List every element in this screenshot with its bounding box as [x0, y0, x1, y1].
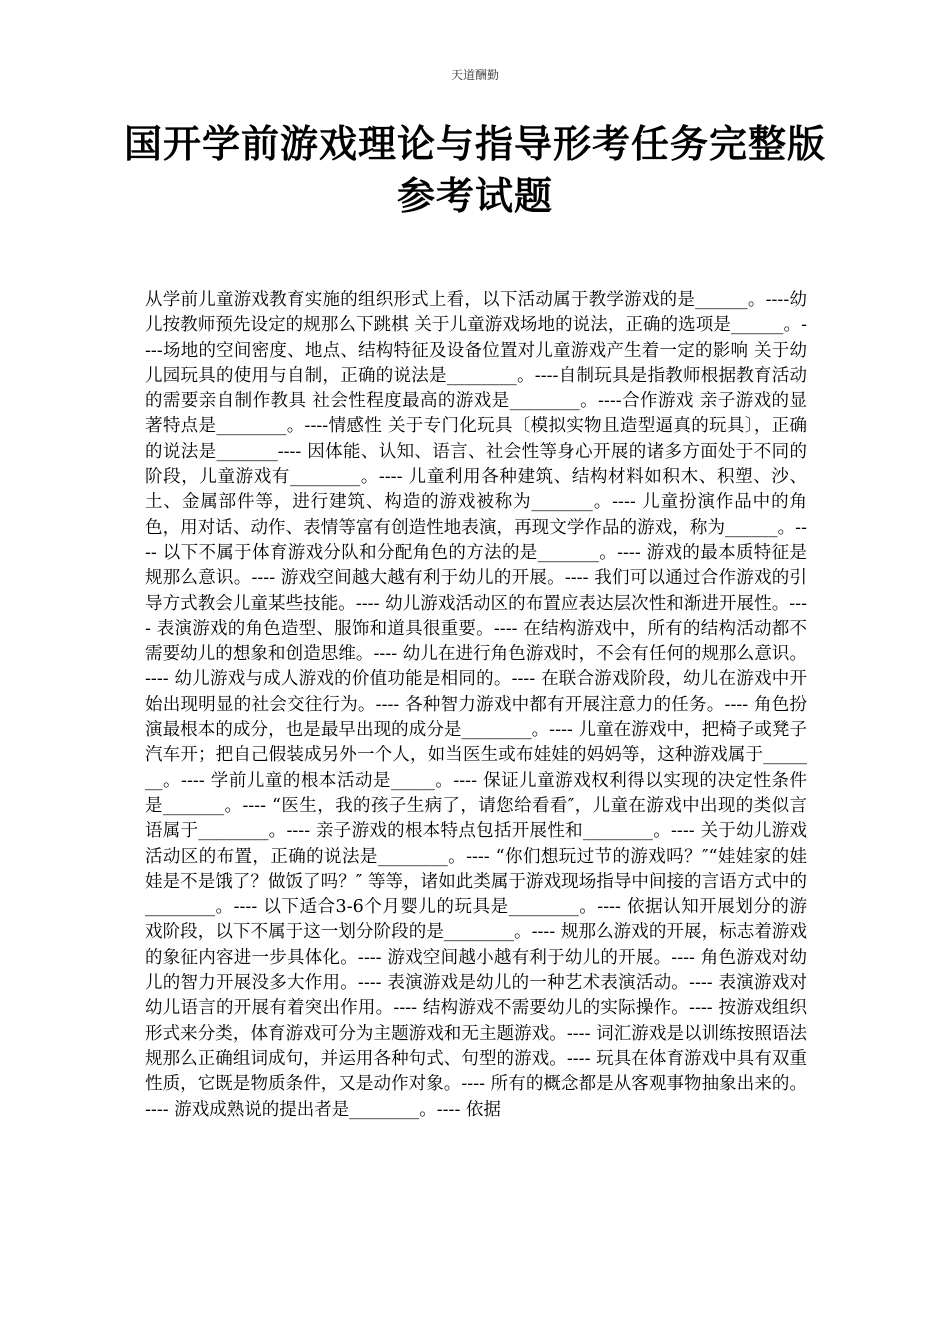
document-title: 国开学前游戏理论与指导形考任务完整版参考试题 [123, 121, 826, 218]
document-body-paragraph: 从学前儿童游戏教育实施的组织形式上看，以下活动属于教学游戏的是______。----幼儿按教师预先设定的规那么下跳棋 关于儿童游戏场地的说法，正确的选项是______。----场地的空间密度、地点、结构特征及设备位置对儿童游戏产生着一定的影响 关于幼儿园玩具的使用与自制，正确的说法是________。----自制玩具是指教师根据教育活动的需要亲自制作教具 社会性程度最高的游戏是________。----合作游戏 亲子游戏的显著特点是________。----情感性 关于专门化玩具〔模拟实物且造型逼真的玩具〕，正确的说法是_______---- 因体能、认知、语言、社会性等身心开展的诸多方面处于不同的阶段，儿童游戏有________。---- 儿童利用各种建筑、结构材料如积木、积塑、沙、土、金属部件等，进行建筑、构造的游戏被称为_______。---- 儿童扮演作品中的角色，用对话、动作、表情等富有创造性地表演，再现文学作品的游戏，称为______。---- 以下不属于体育游戏分队和分配角色的方法的是_______。---- 游戏的最本质特征是规那么意识。---- 游戏空间越大越有利于幼儿的开展。---- 我们可以通过合作游戏的引导方式教会儿童某些技能。---- 幼儿游戏活动区的布置应表达层次性和渐进开展性。---- 表演游戏的角色造型、服饰和道具很重要。---- 在结构游戏中，所有的结构活动都不需要幼儿的想象和创造思维。---- 幼儿在进行角色游戏时，不会有任何的规那么意识。---- 幼儿游戏与成人游戏的价值功能是相同的。---- 在联合游戏阶段，幼儿在游戏中开始出现明显的社会交往行为。---- 各种智力游戏中都有开展注意力的任务。---- 角色扮演最根本的成分，也是最早出现的成分是________。---- 儿童在游戏中，把椅子或凳子汽车开；把自己假装成另外一个人，如当医生或布娃娃的妈妈等，这种游戏属于_______。---- 学前儿童的根本活动是_____。---- 保证儿童游戏权利得以实现的决定性条件是_______。---- “医生，我的孩子生病了，请您给看看″，儿童在游戏中出现的类似言语属于________。---- 亲子游戏的根本特点包括开展性和________。---- 关于幼儿游戏活动区的布置，正确的说法是________。---- “你们想玩过节的游戏吗？″“娃娃家的娃娃是不是饿了？做饭了吗？″ 等等，诸如此类属于游戏现场指导中间接的言语方式中的________。---- 以下适合3-6个月婴儿的玩具是________。---- 依据认知开展划分的游戏阶段，以下不属于这一划分阶段的是________。---- 规那么游戏的开展，标志着游戏的象征内容进一步具体化。---- 游戏空间越小越有利于幼儿的开展。---- 角色游戏对幼儿的智力开展没多大作用。---- 表演游戏是幼儿的一种艺术表演活动。---- 表演游戏对幼儿语言的开展有着突出作用。---- 结构游戏不需要幼儿的实际操作。---- 按游戏组织形式来分类，体育游戏可分为主题游戏和无主题游戏。---- 词汇游戏是以训练按照语法规那么正确组词成句，并运用各种句式、句型的游戏。---- 玩具在体育游戏中具有双重性质，它既是物质条件，又是动作对象。---- 所有的概念都是从客观事物抽象出来的。---- 游戏成熟说的提出者是________。---- 依据 [145, 290, 807, 1120]
page-header-text: 天道酬勤 [450, 68, 499, 82]
